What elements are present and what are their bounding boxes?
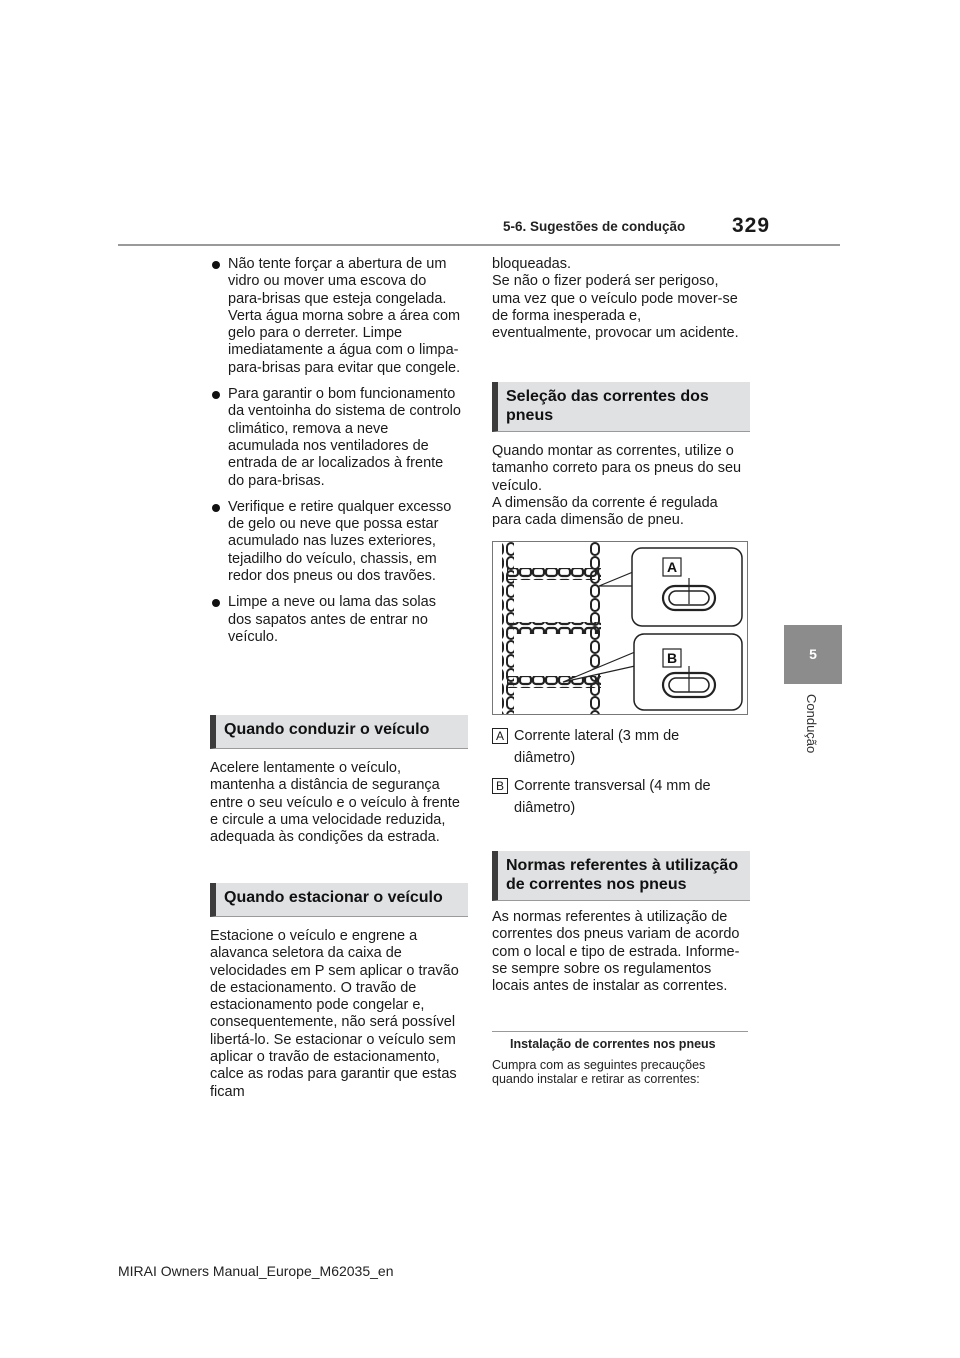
bullet-item: Para garantir o bom funcionamento da ventoinha do sistema de controlo climático, remova a neve acumulada nos ventiladores de entrada de ar localizados à frente do para-brisas. — [210, 386, 462, 490]
tire-chain-illustration — [493, 542, 747, 714]
heading-parking: Quando estacionar o veículo — [210, 883, 468, 917]
heading-chain-selection: Seleção das correntes dos pneus — [492, 382, 750, 432]
chapter-side-label — [784, 694, 842, 774]
bullet-item: Verifique e retire qualquer excesso de gelo ou neve que possa estar acumulado nas luzes exteriores, tejadilho do veículo, chassis, em redor dos pneus ou dos travões. — [210, 499, 462, 585]
chain-selection-text: Quando montar as correntes, utilize o tamanho correto para os pneus do seu veículo. A dimensão da corrente é regulada para cada dimensão de pneu. — [492, 443, 742, 529]
section-title: 5-6. Sugestões de condução — [503, 219, 686, 234]
page-number: 329 — [732, 214, 771, 237]
chapter-title: Condução — [804, 694, 819, 754]
header-divider — [118, 244, 840, 246]
bullet-item: Limpe a neve ou lama das solas dos sapatos antes de entrar no veículo. — [210, 594, 462, 646]
subsection-divider — [492, 1031, 748, 1032]
chain-rules-text: As normas referentes à utilização de correntes dos pneus variam de acordo com o local e tipo de estrada. Informe-se sempre sobre os regulamentos locais antes de instalar as correntes. — [492, 909, 740, 995]
footer-manual-id: MIRAI Owners Manual_Europe_M62035_en — [118, 1263, 394, 1279]
legend-item — [492, 725, 744, 769]
figure-legend — [492, 725, 744, 819]
legend-item — [492, 775, 744, 819]
figure-label-a: A — [666, 559, 678, 575]
legend-text: Corrente lateral (3 mm de diâmetro) — [514, 728, 680, 766]
figure-label-b: B — [666, 650, 678, 666]
parking-text: Estacione o veículo e engrene a alavanca seletora da caixa de velocidades em P sem aplicar o travão de estacionamento. O travão de estacionamento pode congelar e, consequentemente, não será possível libertá-lo. Se estacionar o veículo sem aplicar o travão de estacionamento, calce as rodas para garantir que estas ficam — [210, 928, 459, 1100]
continued-text: bloqueadas. Se não o fizer poderá ser perigoso, uma vez que o veículo pode mover-se de forma inesperada e, eventualmente, provocar um acidente. — [492, 256, 739, 342]
heading-chain-rules: Normas referentes à utilização de correntes nos pneus — [492, 851, 750, 901]
chapter-tab: 5 — [784, 625, 842, 684]
tire-chain-figure — [492, 541, 748, 715]
left-column — [210, 256, 462, 655]
legend-key: A — [492, 728, 508, 744]
subheading-installation: Instalação de correntes nos pneus — [510, 1037, 716, 1051]
legend-key: B — [492, 778, 508, 794]
legend-text: Corrente transversal (4 mm de diâmetro) — [514, 778, 711, 816]
driving-text: Acelere lentamente o veículo, mantenha a distância de segurança entre o seu veículo e o veículo à frente e circule a uma velocidade reduzida, adequada às condições da estrada. — [210, 760, 460, 846]
bullet-item: Não tente forçar a abertura de um vidro ou mover uma escova do para-brisas que esteja congelada. Verta água morna sobre a área com gelo para o derreter. Limpe imediatamente a água com o limpa-para-brisas para evitar que congele. — [210, 256, 462, 377]
installation-text: Cumpra com as seguintes precauções quando instalar e retirar as correntes: — [492, 1058, 706, 1086]
heading-driving: Quando conduzir o veículo — [210, 715, 468, 749]
